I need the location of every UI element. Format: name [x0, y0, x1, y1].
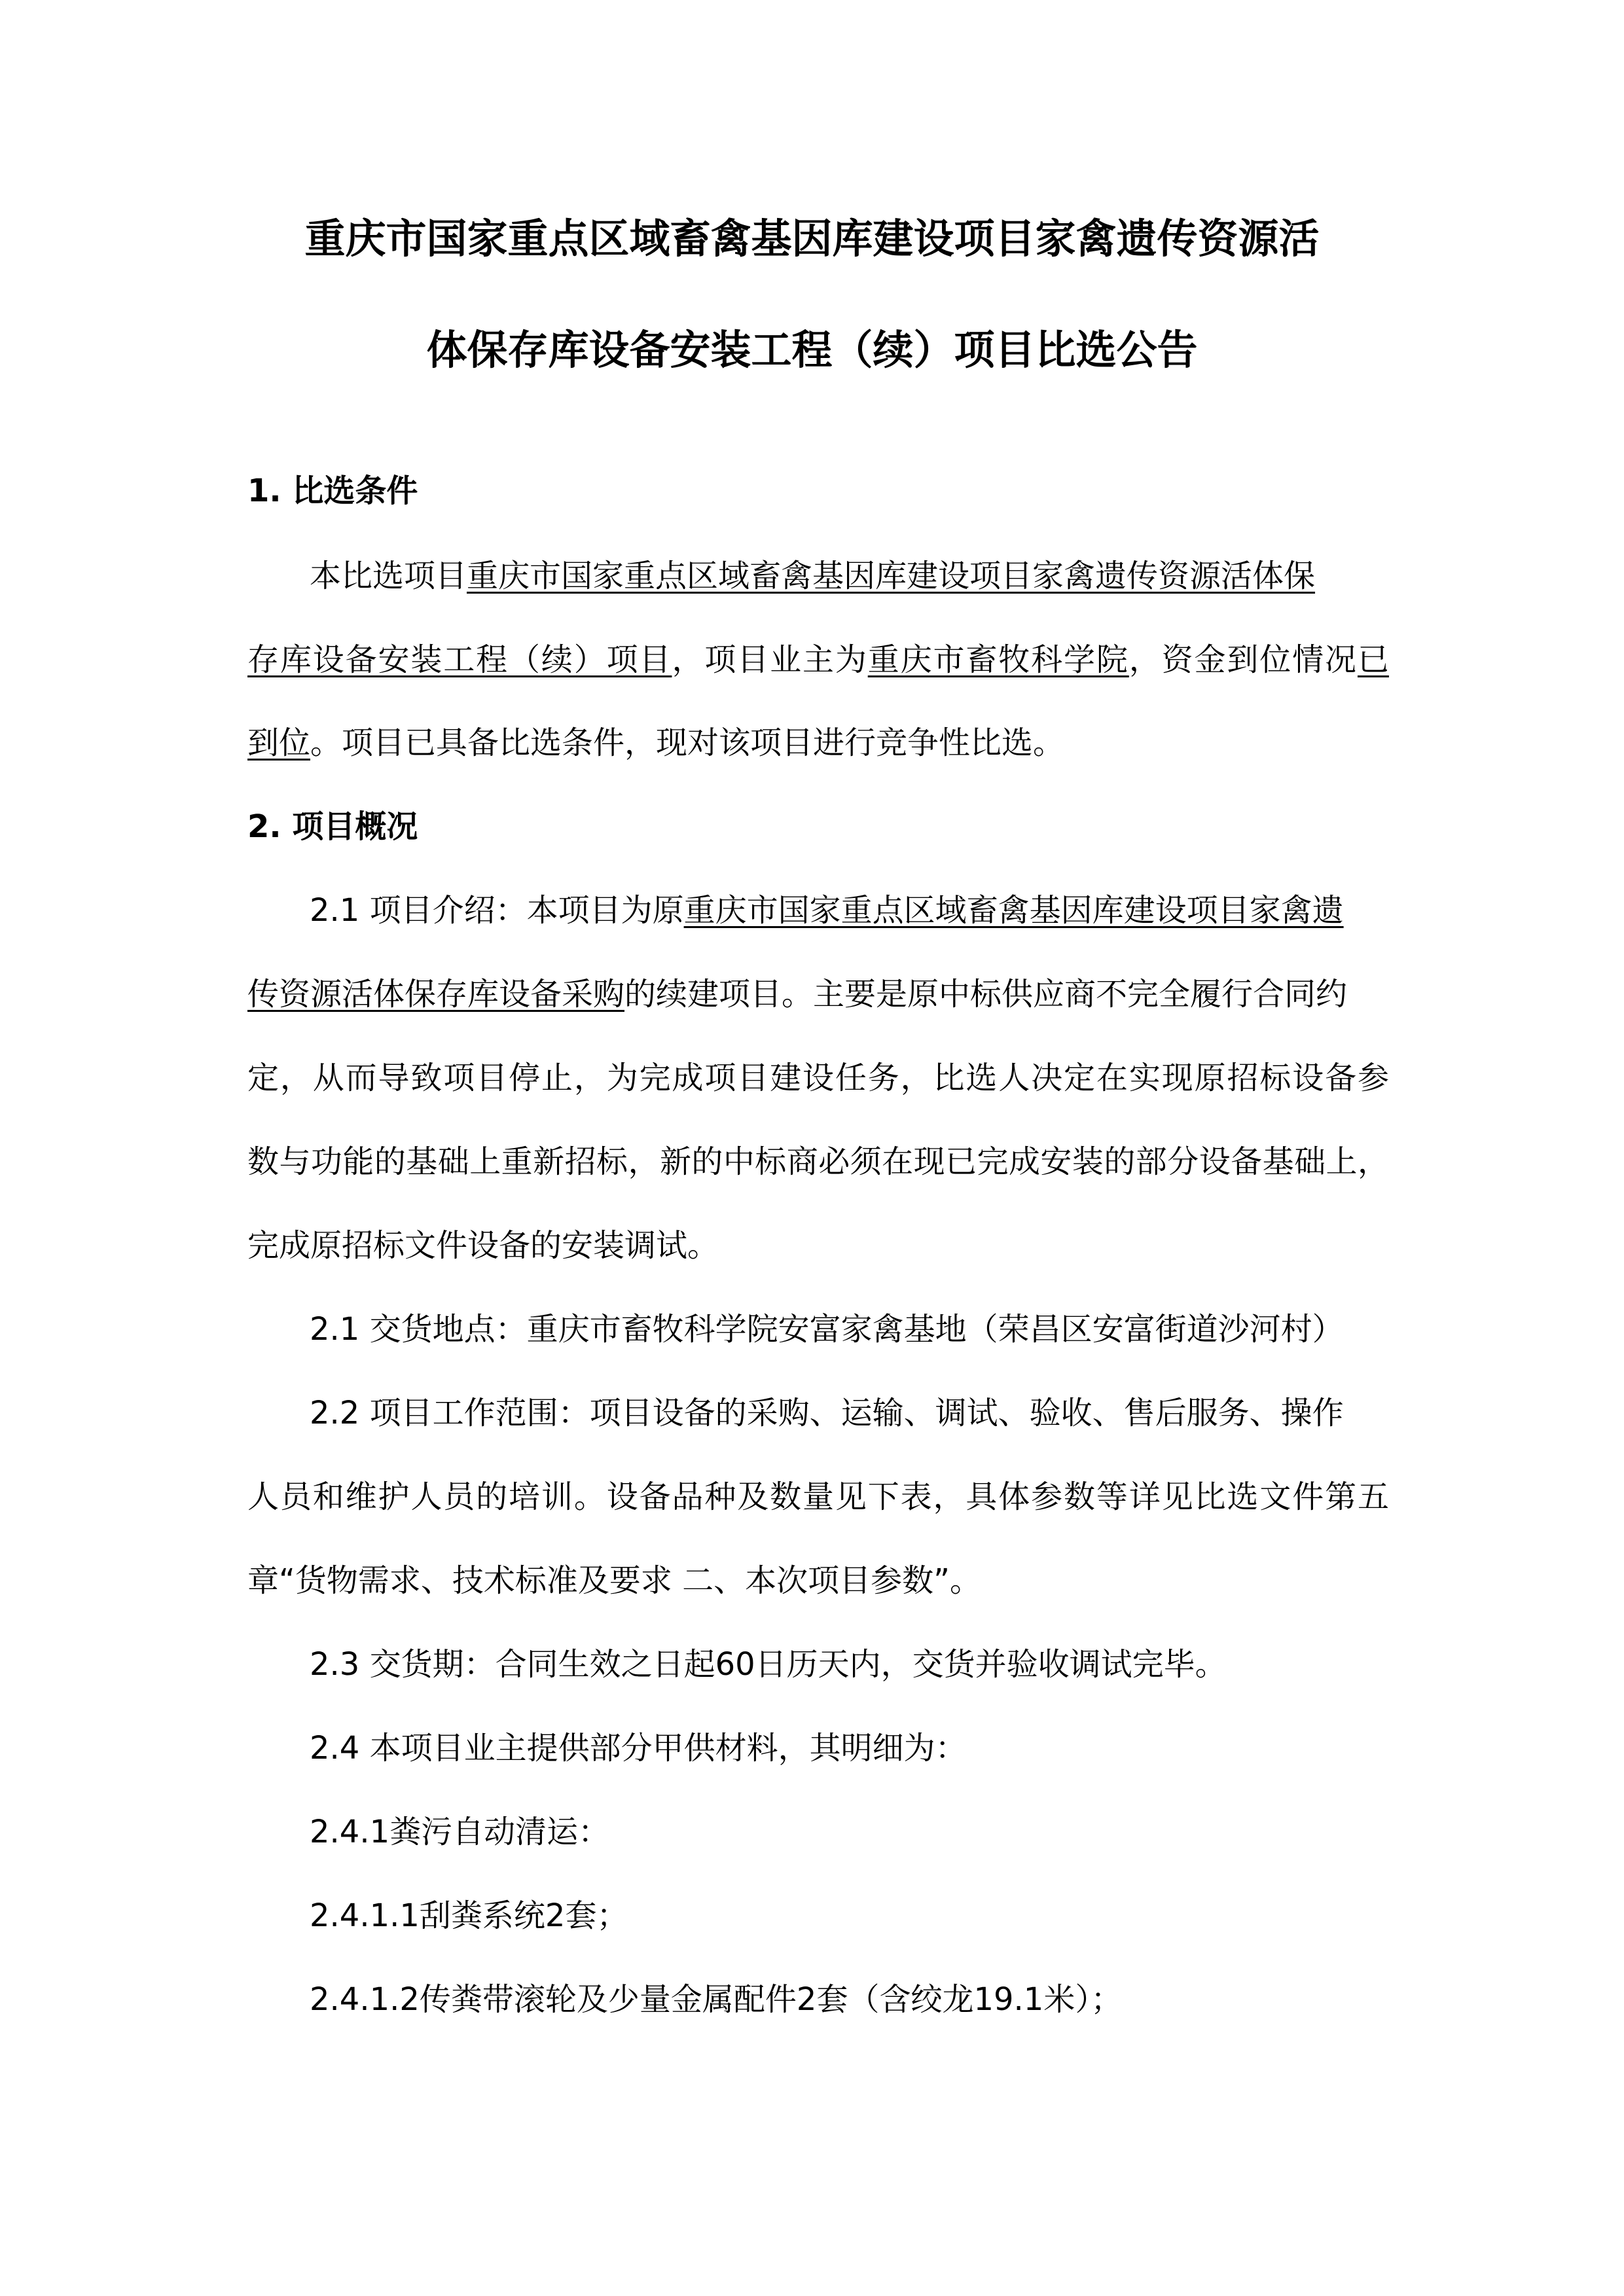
owner-supplied-materials: 2.4 本项目业主提供部分甲供材料，其明细为： — [310, 1730, 967, 1767]
text-run: ，资金到位情况 — [1128, 641, 1358, 678]
text-run: 本比选项目 — [310, 558, 467, 594]
work-scope-line: 人员和维护人员的培训。设备品种及数量见下表，具体参数等详见比选文件第五 — [247, 1479, 1389, 1515]
list-item: 2.4.1.1刮粪系统2套； — [310, 1897, 628, 1934]
paragraph-line: 数与功能的基础上重新招标，新的中标商必须在现已完成安装的部分设备基础上， — [247, 1143, 1389, 1180]
text-run: ，项目业主为 — [672, 641, 868, 678]
work-scope-line: 2.2 项目工作范围：项目设备的采购、运输、调试、验收、售后服务、操作 — [310, 1395, 1344, 1431]
paragraph-line — [247, 720, 1064, 766]
funding-status-underlined: 到位 — [247, 725, 311, 761]
paragraph-line — [310, 553, 1315, 599]
paragraph-line — [247, 637, 1389, 683]
section-heading-2: 2. 项目概况 — [247, 808, 418, 845]
document-title-line-1: 重庆市国家重点区域畜禽基因库建设项目家禽遗传资源活 — [304, 215, 1320, 262]
funding-status-underlined: 已 — [1357, 641, 1389, 678]
paragraph-line: 完成原招标文件设备的安装调试。 — [247, 1227, 719, 1264]
text-run: 的续建项目。主要是原中标供应商不完全履行合同约 — [624, 976, 1348, 1013]
delivery-place: 2.1 交货地点：重庆市畜牧科学院安富家禽基地（荣昌区安富街道沙河村） — [310, 1311, 1344, 1348]
paragraph-line — [247, 971, 1347, 1017]
document-title-line-2: 体保存库设备安装工程（续）项目比选公告 — [426, 326, 1198, 374]
list-item: 2.4.1粪污自动清运： — [310, 1814, 610, 1850]
paragraph-line: 定，从而导致项目停止，为完成项目建设任务，比选人决定在实现原招标设备参 — [247, 1060, 1389, 1096]
list-item: 2.4.1.2传粪带滚轮及少量金属配件2套（含绞龙19.1米）； — [310, 1981, 1123, 2018]
original-project-underlined: 传资源活体保存库设备采购 — [247, 976, 625, 1013]
paragraph-line — [310, 888, 1344, 933]
work-scope-line: 章“货物需求、技术标准及要求 二、本次项目参数”。 — [247, 1562, 981, 1599]
owner-name-underlined: 重庆市畜牧科学院 — [867, 641, 1129, 678]
project-name-underlined: 重庆市国家重点区域畜禽基因库建设项目家禽遗传资源活体保 — [467, 558, 1316, 594]
section-heading-1: 1. 比选条件 — [247, 473, 418, 509]
delivery-period: 2.3 交货期：合同生效之日起60日历天内，交货并验收调试完毕。 — [310, 1646, 1227, 1683]
text-run: 2.1 项目介绍：本项目为原 — [310, 892, 684, 929]
text-run: 。项目已具备比选条件，现对该项目进行竞争性比选。 — [310, 725, 1065, 761]
project-name-underlined: 存库设备安装工程（续）项目 — [247, 641, 672, 678]
original-project-underlined: 重庆市国家重点区域畜禽基因库建设项目家禽遗 — [683, 892, 1344, 929]
